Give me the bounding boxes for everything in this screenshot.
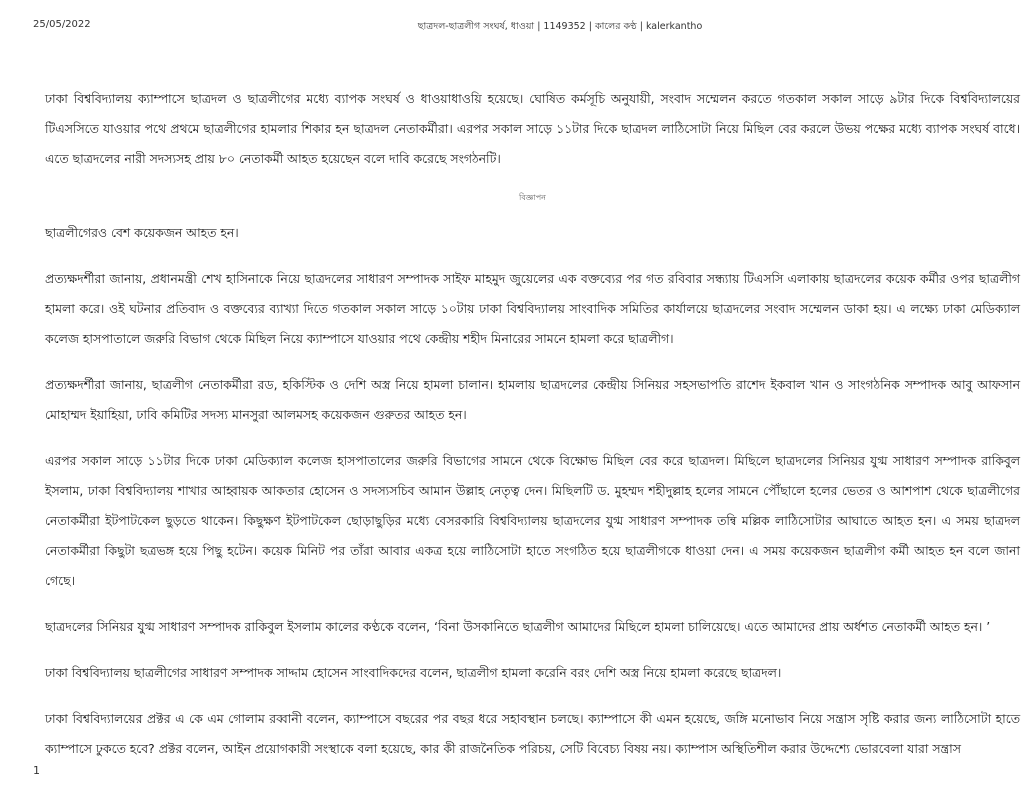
article-paragraph: ঢাকা বিশ্ববিদ্যালয় ক্যাম্পাসে ছাত্রদল ও ছাত্রলীগের মধ্যে ব্যাপক সংঘর্ষ ও ধাওয়াধাওয়ি হয়েছে। ঘোষিত কর্মসূচি অনুযায়ী, সংবাদ সম্মেলন করতে গতকাল সকাল সাড়ে ৯টার দিকে বিশ্ববিদ্যালয়ের টিএসসিতে যাওয়ার পথে প্রথমে ছাত্রলীগের হামলার শিকার হন ছাত্রদল নেতাকর্মীরা। এরপর সকাল সাড়ে ১১টার দিকে ছাত্রদল লাঠিসোটা নিয়ে মিছিল বের করলে উভয় পক্ষের মধ্যে ব্যাপক সংঘর্ষ বাধে। এতে ছাত্রদলের নারী সদস্যসহ প্রায় ৮০ নেতাকর্মী আহত হয়েছেন বলে দাবি করেছে সংগঠনটি।: [45, 91, 1020, 166]
article-body: [45, 84, 1020, 780]
article-paragraph: এরপর সকাল সাড়ে ১১টার দিকে ঢাকা মেডিক্যাল কলেজ হাসপাতালের জরুরি বিভাগের সামনে থেকে বিক্ষোভ মিছিল বের করে ছাত্রদল। মিছিলে ছাত্রদলের সিনিয়র যুগ্ম সাধারণ সম্পাদক রাকিবুল ইসলাম, ঢাকা বিশ্ববিদ্যালয় শাখার আহ্বায়ক আকতার হোসেন ও সদস্যসচিব আমান উল্লাহ নেতৃত্ব দেন। মিছিলটি ড. মুহম্মদ শহীদুল্লাহ হলের সামনে পৌঁছালে হলের ভেতর ও আশপাশ থেকে ছাত্রলীগের নেতাকর্মীরা ইটপাটকেল ছুড়তে থাকেন। কিছুক্ষণ ইটপাটকেল ছোড়াছুড়ির মধ্যে বেসরকারি বিশ্ববিদ্যালয় ছাত্রদলের যুগ্ম সাধারণ সম্পাদক তন্বি মল্লিক লাঠিসোটার আঘাতে আহত হন। এ সময় ছাত্রদল নেতাকর্মীরা কিছুটা ছত্রভঙ্গ হয়ে পিছু হটেন। কয়েক মিনিট পর তাঁরা আবার একত্র হয়ে লাঠিসোটা হাতে সংগঠিত হয়ে ছাত্রলীগকে ধাওয়া দেন। এ সময় কয়েকজন ছাত্রলীগ কর্মী আহত হন বলে জানা গেছে।: [45, 453, 1020, 588]
print-header: [0, 0, 1024, 40]
article-paragraph: ঢাকা বিশ্ববিদ্যালয় ছাত্রলীগের সাধারণ সম্পাদক সাদ্দাম হোসেন সাংবাদিকদের বলেন, ছাত্রলীগ হামলা করেনি বরং দেশি অস্ত্র নিয়ে হামলা করেছে ছাত্রদল।: [45, 665, 782, 680]
article-paragraph: ঢাকা বিশ্ববিদ্যালয়ের প্রক্টর এ কে এম গোলাম রব্বানী বলেন, ক্যাম্পাসে বছরের পর বছর ধরে সহাবস্থান চলছে। ক্যাম্পাসে কী এমন হয়েছে, জঙ্গি মনোভাব নিয়ে সন্ত্রাস সৃষ্টি করার জন্য লাঠিসোটা হাতে ক্যাম্পাসে ঢুকতে হবে? প্রক্টর বলেন, আইন প্রয়োগকারী সংস্থাকে বলা হয়েছে, কার কী রাজনৈতিক পরিচয়, সেটি বিবেচ্য বিষয় নয়। ক্যাম্পাস অস্থিতিশীল করার উদ্দেশ্যে ভোরবেলা যারা সন্ত্রাস: [45, 711, 1020, 756]
print-page-title: ছাত্রদল-ছাত্রলীগ সংঘর্ষ, ধাওয়া | 1149352 | কালের কণ্ঠ | kalerkantho: [417, 21, 703, 32]
article-paragraph: প্রত্যক্ষদর্শীরা জানায়, প্রধানমন্ত্রী শেখ হাসিনাকে নিয়ে ছাত্রদলের সাধারণ সম্পাদক সাইফ মাহমুদ জুয়েলের এক বক্তব্যের পর গত রবিবার সন্ধ্যায় টিএসসি এলাকায় ছাত্রদলের কয়েক কর্মীর ওপর ছাত্রলীগ হামলা করে। ওই ঘটনার প্রতিবাদ ও বক্তব্যের ব্যাখ্যা দিতে গতকাল সকাল সাড়ে ১০টায় ঢাকা বিশ্ববিদ্যালয় সাংবাদিক সমিতির কার্যালয়ে ছাত্রদলের সংবাদ সম্মেলন ডাকা হয়। এ লক্ষ্যে ঢাকা মেডিক্যাল কলেজ হাসপাতালে জরুরি বিভাগ থেকে মিছিল নিয়ে ক্যাম্পাসে যাওয়ার পথে কেন্দ্রীয় শহীদ মিনারের সামনে হামলা করে ছাত্রলীগ।: [45, 271, 1020, 346]
print-date: 25/05/2022: [33, 19, 91, 30]
article-paragraph: ছাত্রদলের সিনিয়র যুগ্ম সাধারণ সম্পাদক রাকিবুল ইসলাম কালের কণ্ঠকে বলেন, ‘বিনা উসকানিতে ছাত্রলীগ আমাদের মিছিলে হামলা চালিয়েছে। এতে আমাদের প্রায় অর্ধশত নেতাকর্মী আহত হন। ’: [45, 619, 991, 634]
page-margin-mark: 1: [33, 764, 40, 777]
article-paragraph: প্রত্যক্ষদর্শীরা জানায়, ছাত্রলীগ নেতাকর্মীরা রড, হকিস্টিক ও দেশি অস্ত্র নিয়ে হামলা চালান। হামলায় ছাত্রদলের কেন্দ্রীয় সিনিয়র সহসভাপতি রাশেদ ইকবাল খান ও সাংগঠনিক সম্পাদক আবু আফসান মোহাম্মদ ইয়াহিয়া, ঢাবি কমিটির সদস্য মানসুরা আলমসহ কয়েকজন গুরুতর আহত হন।: [45, 377, 1020, 422]
article-paragraph: ছাত্রলীগেরও বেশ কয়েকজন আহত হন।: [45, 225, 239, 240]
ad-label: বিজ্ঞাপন: [519, 193, 546, 202]
